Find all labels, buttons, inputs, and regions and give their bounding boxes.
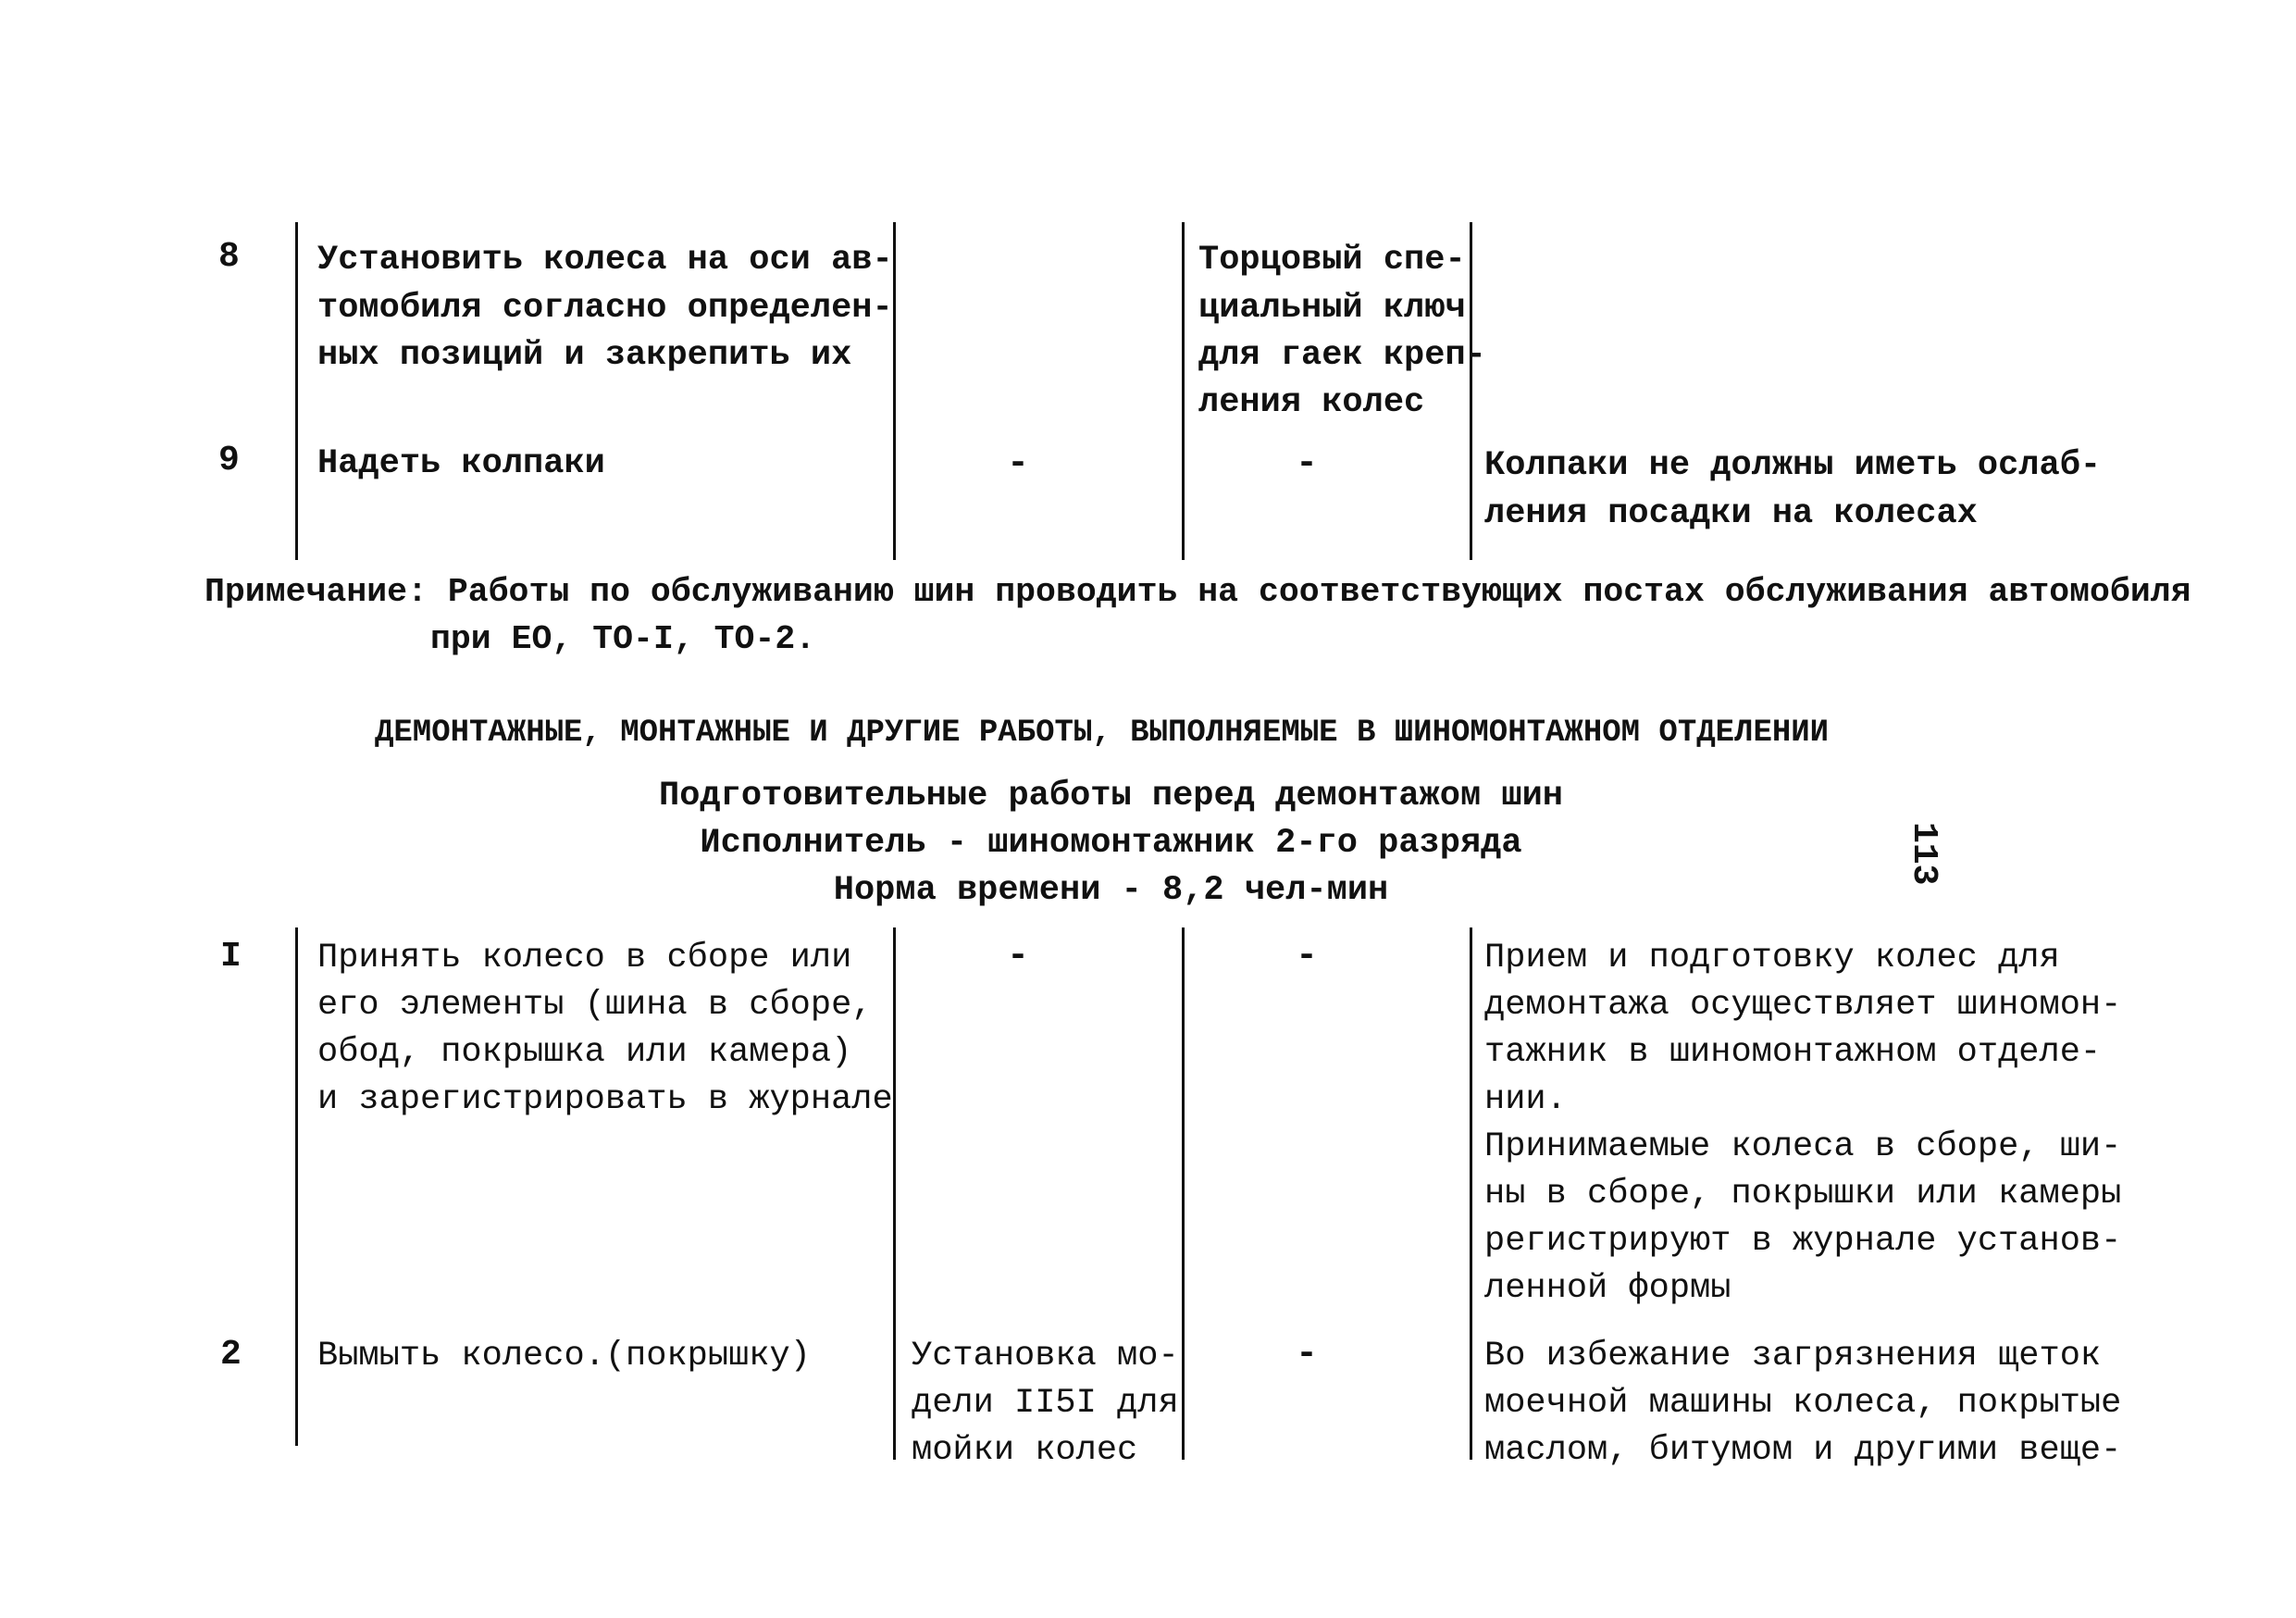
tool-dash: - <box>1296 443 1319 485</box>
row-number: 2 <box>220 1335 242 1375</box>
note-text: ленной формы <box>1484 1269 1731 1308</box>
column-divider <box>893 927 896 1460</box>
remark-line: Примечание: Работы по обслуживанию шин проводить на соответствующих постах обслуживания автомобиля <box>205 573 2191 611</box>
page-number: 113 <box>1904 822 1943 886</box>
column-divider <box>893 222 896 560</box>
equipment-text: дели II5I для <box>912 1384 1179 1423</box>
operation-text: ных позиций и закрепить их <box>317 336 852 375</box>
column-divider <box>295 927 298 1446</box>
operation-text: Установить колеса на оси ав- <box>317 241 893 280</box>
tool-text: ления колес <box>1198 383 1425 422</box>
operation-text: обод, покрышка или камера) <box>317 1033 852 1072</box>
operation-text: Принять колесо в сборе или <box>317 939 852 977</box>
note-text: Во избежание загрязнения щеток <box>1484 1337 2102 1375</box>
operation-text: томобиля согласно определен- <box>317 289 893 328</box>
operation-text: Надеть колпаки <box>317 444 605 483</box>
performer-line: Исполнитель - шиномонтажник 2-го разряда <box>700 824 1522 863</box>
tool-text: для гаек креп- <box>1198 336 1486 375</box>
remark-line: при ЕО, ТО-I, ТО-2. <box>430 620 816 658</box>
equipment-text: мойки колес <box>912 1431 1138 1470</box>
equipment-dash: - <box>1007 443 1030 485</box>
note-text: нии. <box>1484 1080 1567 1119</box>
tool-dash: - <box>1296 936 1319 977</box>
tool-text: циальный ключ <box>1198 289 1466 328</box>
tool-dash: - <box>1296 1334 1319 1375</box>
row-number: 9 <box>218 441 240 480</box>
section-subtitle: Подготовительные работы перед демонтажом шин <box>659 777 1563 815</box>
note-text: Прием и подготовку колес для <box>1484 939 2060 977</box>
operation-text: Вымыть колесо.(покрышку) <box>317 1337 811 1375</box>
column-divider <box>1182 222 1185 560</box>
note-text: тажник в шиномонтажном отделе- <box>1484 1033 2102 1072</box>
note-text: ления посадки на колесах <box>1484 494 1978 533</box>
note-text: регистрируют в журнале установ- <box>1484 1222 2122 1261</box>
note-text: маслом, битумом и другими веще- <box>1484 1431 2122 1470</box>
equipment-text: Установка мо- <box>912 1337 1179 1375</box>
note-text: моечной машины колеса, покрытые <box>1484 1384 2122 1423</box>
section-title: ДЕМОНТАЖНЫЕ, МОНТАЖНЫЕ И ДРУГИЕ РАБОТЫ, ВЫПОЛНЯЕМЫЕ В ШИНОМОНТАЖНОМ ОТДЕЛЕНИИ <box>375 716 1830 751</box>
note-text: ны в сборе, покрышки или камеры <box>1484 1175 2122 1214</box>
column-divider <box>1470 927 1472 1460</box>
operation-text: его элементы (шина в сборе, <box>317 986 873 1025</box>
note-text: демонтажа осуществляет шиномон- <box>1484 986 2122 1025</box>
time-norm-line: Норма времени - 8,2 чел-мин <box>833 871 1389 910</box>
equipment-dash: - <box>1007 936 1030 977</box>
tool-text: Торцовый спе- <box>1198 241 1466 280</box>
row-number: I <box>220 937 242 977</box>
column-divider <box>1182 927 1185 1460</box>
note-text: Колпаки не должны иметь ослаб- <box>1484 446 2102 485</box>
column-divider <box>295 222 298 560</box>
row-number: 8 <box>218 237 240 277</box>
note-text: Принимаемые колеса в сборе, ши- <box>1484 1127 2122 1166</box>
operation-text: и зарегистрировать в журнале <box>317 1080 893 1119</box>
column-divider <box>1470 222 1472 560</box>
